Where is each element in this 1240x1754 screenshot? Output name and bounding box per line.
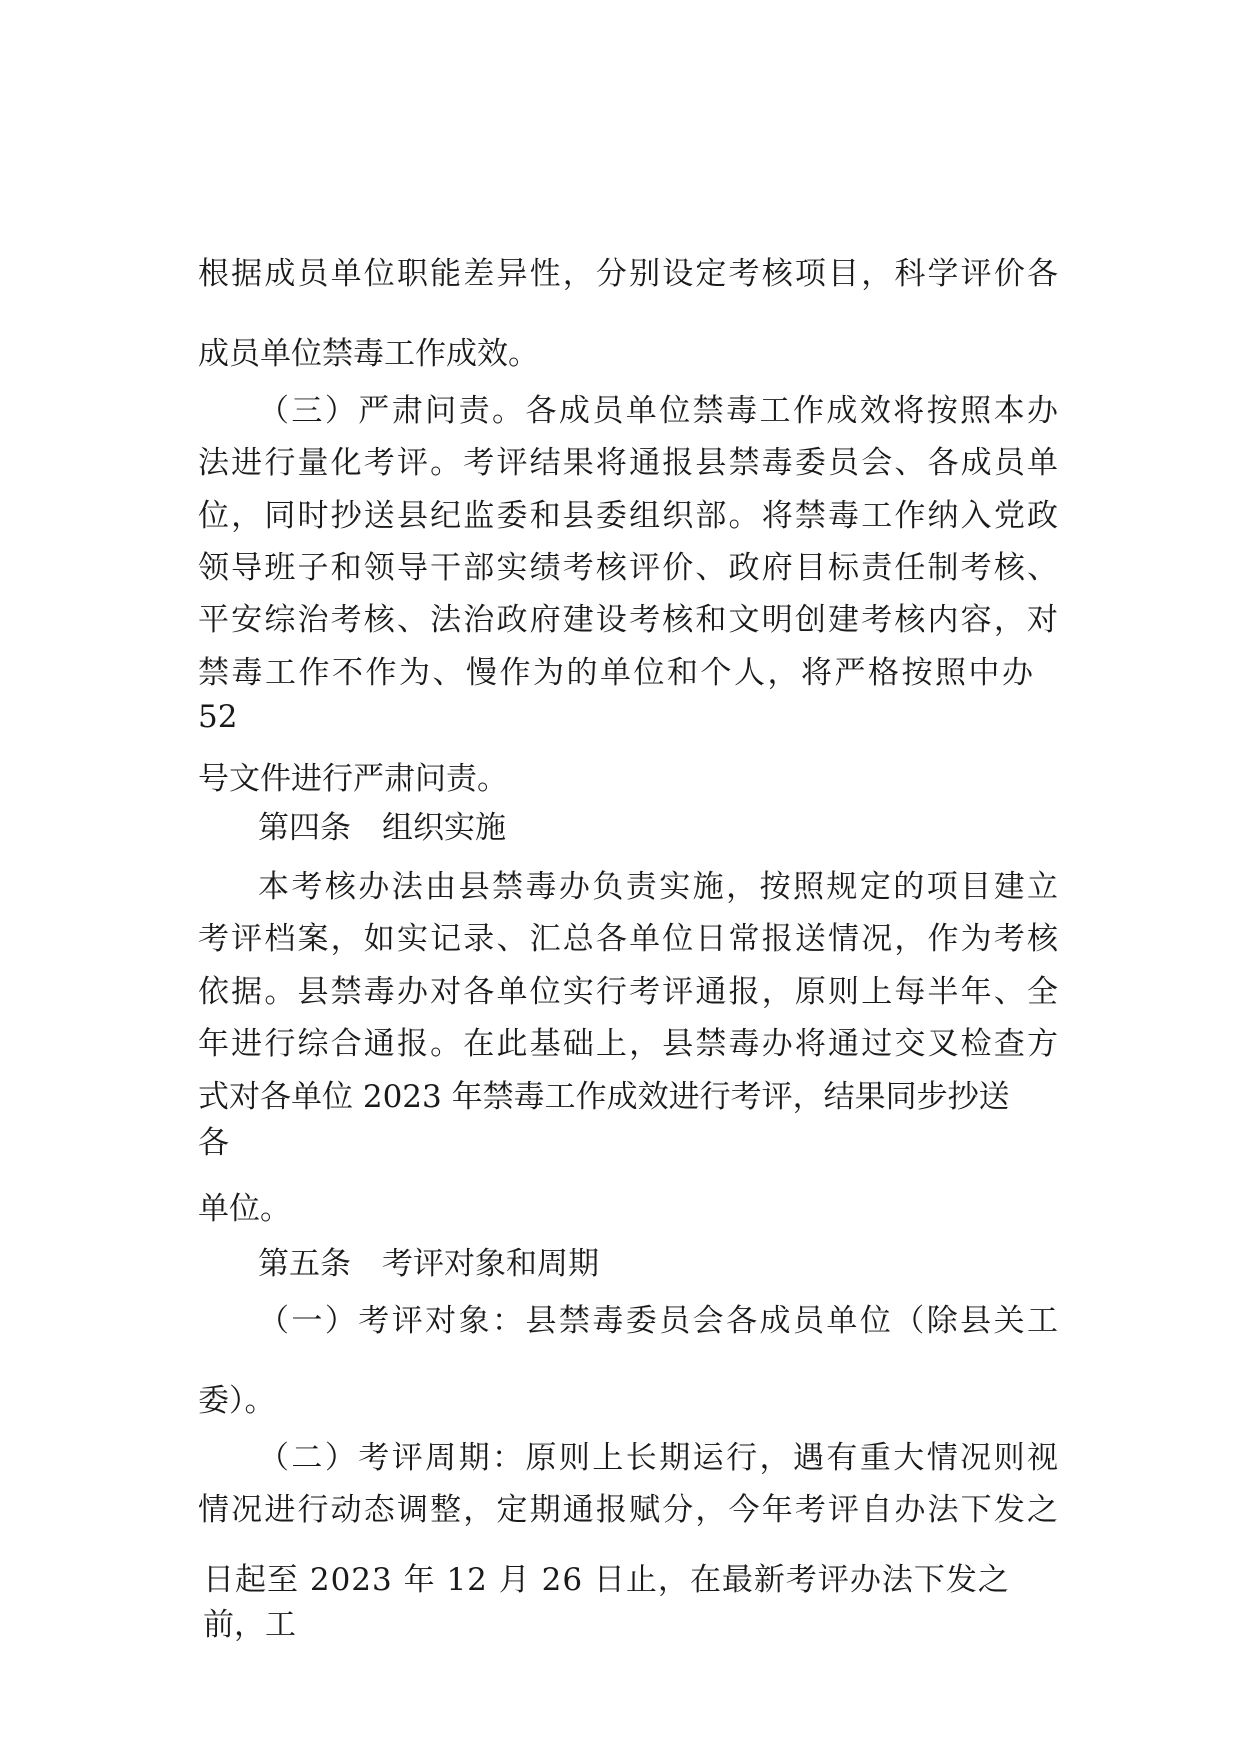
paragraph-line: 号文件进行严肃问责。 [198, 761, 508, 797]
paragraph-line: 位，同时抄送县纪监委和县委组织部。将禁毒工作纳入党政 [198, 498, 1058, 534]
paragraph-line: 考评档案，如实记录、汇总各单位日常报送情况，作为考核 [198, 921, 1058, 957]
section-heading: 第四条 组织实施 [258, 810, 506, 846]
paragraph-line: 单位。 [198, 1191, 291, 1227]
paragraph-line: 委）。 [198, 1383, 276, 1419]
paragraph-line: 各 [198, 1125, 229, 1161]
paragraph-line: 年进行综合通报。在此基础上，县禁毒办将通过交叉检查方 [198, 1026, 1058, 1062]
paragraph-line: 本考核办法由县禁毒办负责实施，按照规定的项目建立 [258, 869, 1058, 905]
paragraph-line: 情况进行动态调整，定期通报赋分，今年考评自办法下发之 [198, 1492, 1058, 1528]
paragraph-line: 领导班子和领导干部实绩考核评价、政府目标责任制考核、 [198, 550, 1058, 586]
paragraph-line: 前，工 [203, 1607, 296, 1643]
paragraph-line: （二）考评周期：原则上长期运行，遇有重大情况则视 [258, 1440, 1058, 1476]
page-number: 52 [198, 699, 238, 735]
paragraph-line: 成员单位禁毒工作成效。 [198, 336, 539, 372]
paragraph-line: （一）考评对象：县禁毒委员会各成员单位（除县关工 [258, 1303, 1058, 1339]
paragraph-line: 依据。县禁毒办对各单位实行考评通报，原则上每半年、全 [198, 974, 1058, 1010]
paragraph-line: 日起至 2023 年 12 月 26 日止，在最新考评办法下发之 [203, 1562, 1010, 1598]
paragraph-line: 根据成员单位职能差异性，分别设定考核项目，科学评价各 [198, 256, 1058, 292]
section-heading: 第五条 考评对象和周期 [258, 1246, 599, 1282]
paragraph-line: （三）严肃问责。各成员单位禁毒工作成效将按照本办 [258, 393, 1058, 429]
paragraph-line: 法进行量化考评。考评结果将通报县禁毒委员会、各成员单 [198, 445, 1058, 481]
paragraph-line: 禁毒工作不作为、慢作为的单位和个人，将严格按照中办 [198, 655, 1036, 691]
paragraph-line: 平安综治考核、法治政府建设考核和文明创建考核内容，对 [198, 602, 1058, 638]
paragraph-line: 式对各单位 2023 年禁毒工作成效进行考评，结果同步抄送 [198, 1079, 1010, 1115]
